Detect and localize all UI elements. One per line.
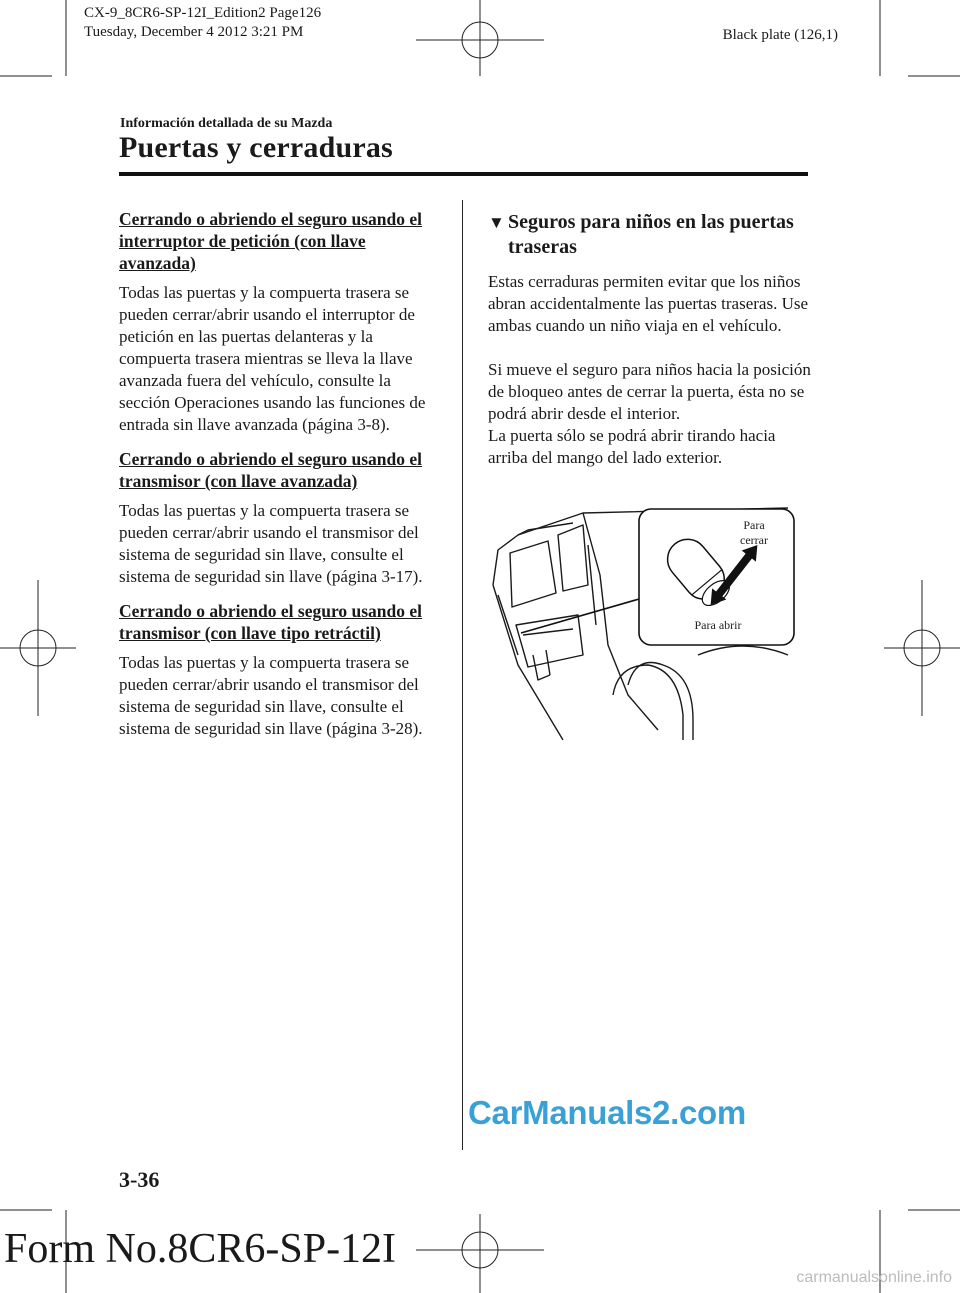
subheading-transmitter-retractable: Cerrando o abriendo el seguro usando el transmisor (con llave tipo retráctil) [119,601,423,643]
watermark-carmanuals2: CarManuals2.com [468,1094,746,1131]
form-number: Form No.8CR6-SP-12I [4,1226,397,1272]
title-rule [119,172,808,176]
column-divider [462,200,463,1150]
paragraph-transmitter-advanced: Todas las puertas y la compuerta trasera se pueden cerrar/abrir usando el transmisor del sistema de seguridad sin llave, consulte el sistema de seguridad sin llave (página 3-17). [119,501,423,586]
page-title: Puertas y cerraduras [119,131,393,164]
paragraph-child-locks-open: La puerta sólo se podrá abrir tirando hacia arriba del mango del lado exterior. [488,426,776,467]
paragraph-request-switch: Todas las puertas y la compuerta trasera se pueden cerrar/abrir usando el interruptor de petición en las puertas delanteras y la compuerta trasera mientras se lleva la llave avanzada fuera del vehículo, consulte la sección Operaciones usando las funciones de entrada sin llave avanzada (página 3-8). [119,283,426,434]
paragraph-transmitter-retractable: Todas las puertas y la compuerta trasera se pueden cerrar/abrir usando el transmisor del sistema de seguridad sin llave, consulte el sistema de seguridad sin llave (página 3-28). [119,653,423,738]
paragraph-child-locks-intro: Estas cerraduras permiten evitar que los niños abran accidentalmente las puertas traseras. Use ambas cuando un niño viaja en el vehículo. [488,272,809,335]
plate-label: Black plate (126,1) [722,27,838,43]
subheading-request-switch: Cerrando o abriendo el seguro usando el interruptor de petición (con llave avanzada) [119,209,423,273]
paragraph-child-locks-position: Si mueve el seguro para niños hacia la posición de bloqueo antes de cerrar la puerta, ésta no se podrá abrir desde el interior. [488,360,811,423]
watermark-carmanualsonline: carmanualsonline.info [796,1269,952,1286]
page-number: 3-36 [119,1167,160,1192]
child-lock-illustration [488,505,796,740]
section-heading-child-locks [488,210,814,259]
label-unlock: Para abrir [694,618,742,632]
section-heading-text: Seguros para niños en las puertas traseras [508,211,794,258]
print-meta-date: Tuesday, December 4 2012 3:21 PM [84,24,304,40]
section-label: Información detallada de su Mazda [120,116,333,131]
triangle-marker-icon: ▼ [488,213,505,232]
print-metadata [84,4,321,42]
label-lock-line1: Para [743,518,765,532]
label-lock-line2: cerrar [740,533,768,547]
print-meta-file: CX-9_8CR6-SP-12I_Edition2 Page126 [84,5,322,21]
left-column [119,208,445,752]
subheading-transmitter-advanced: Cerrando o abriendo el seguro usando el transmisor (con llave avanzada) [119,449,423,491]
right-column [488,210,814,481]
rear-door-diagram [488,505,796,740]
